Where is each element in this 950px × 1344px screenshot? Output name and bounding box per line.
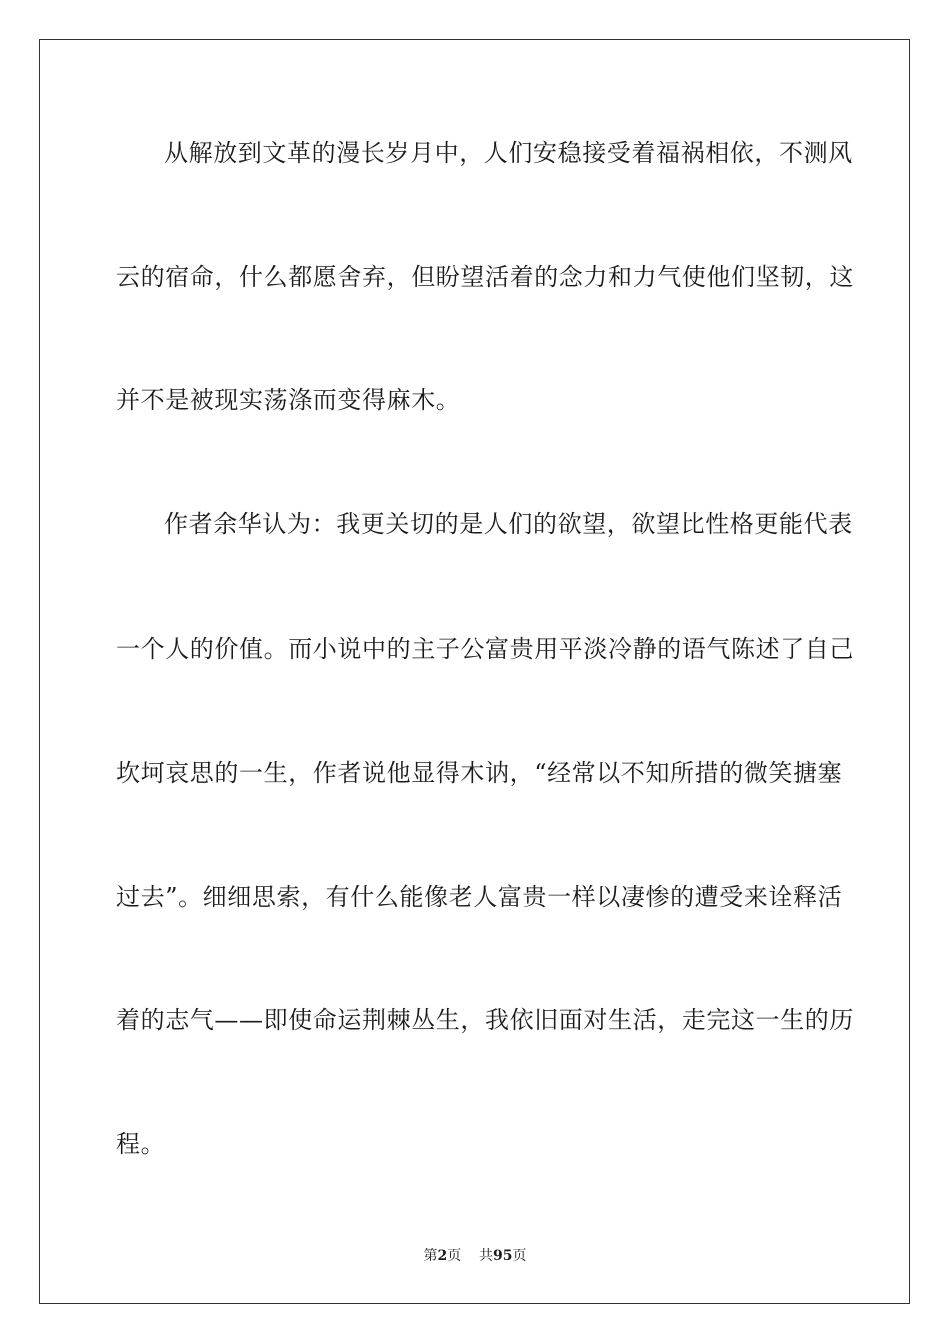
total-suffix: 页 bbox=[512, 1248, 527, 1264]
total-pages: 95 bbox=[493, 1248, 513, 1264]
paragraph-1-line-1: 从解放到文革的漫长岁月中，人们安稳接受着福祸相依，不测风 bbox=[164, 139, 853, 167]
total-prefix: 共 bbox=[479, 1248, 494, 1264]
paragraph-2-line-1: 作者余华认为：我更关切的是人们的欲望，欲望比性格更能代表 bbox=[164, 510, 853, 538]
paragraph-2-line-2: 一个人的价值。而小说中的主子公富贵用平淡冷静的语气陈述了自己 bbox=[116, 635, 854, 663]
paragraph-1-line-2: 云的宿命，什么都愿舍弃，但盼望活着的念力和力气使他们坚韧，这 bbox=[116, 263, 854, 291]
page-prefix: 第 bbox=[423, 1248, 438, 1264]
page-footer bbox=[0, 1247, 950, 1265]
page-suffix: 页 bbox=[447, 1248, 462, 1264]
paragraph-1-line-3: 并不是被现实荡涤而变得麻木。 bbox=[116, 386, 461, 414]
paragraph-2-line-6: 程。 bbox=[116, 1130, 166, 1158]
paragraph-2-line-3: 坎坷哀思的一生，作者说他显得木讷，“经常以不知所措的微笑搪塞 bbox=[116, 759, 843, 787]
paragraph-2-line-4: 过去”。细细思索，有什么能像老人富贵一样以凄惨的遭受来诠释活 bbox=[116, 883, 843, 911]
paragraph-2-line-5: 着的志气——即使命运荆棘丛生，我依旧面对生活，走完这一生的历 bbox=[116, 1006, 854, 1034]
page-number: 2 bbox=[437, 1248, 448, 1264]
page-border bbox=[39, 39, 910, 1304]
